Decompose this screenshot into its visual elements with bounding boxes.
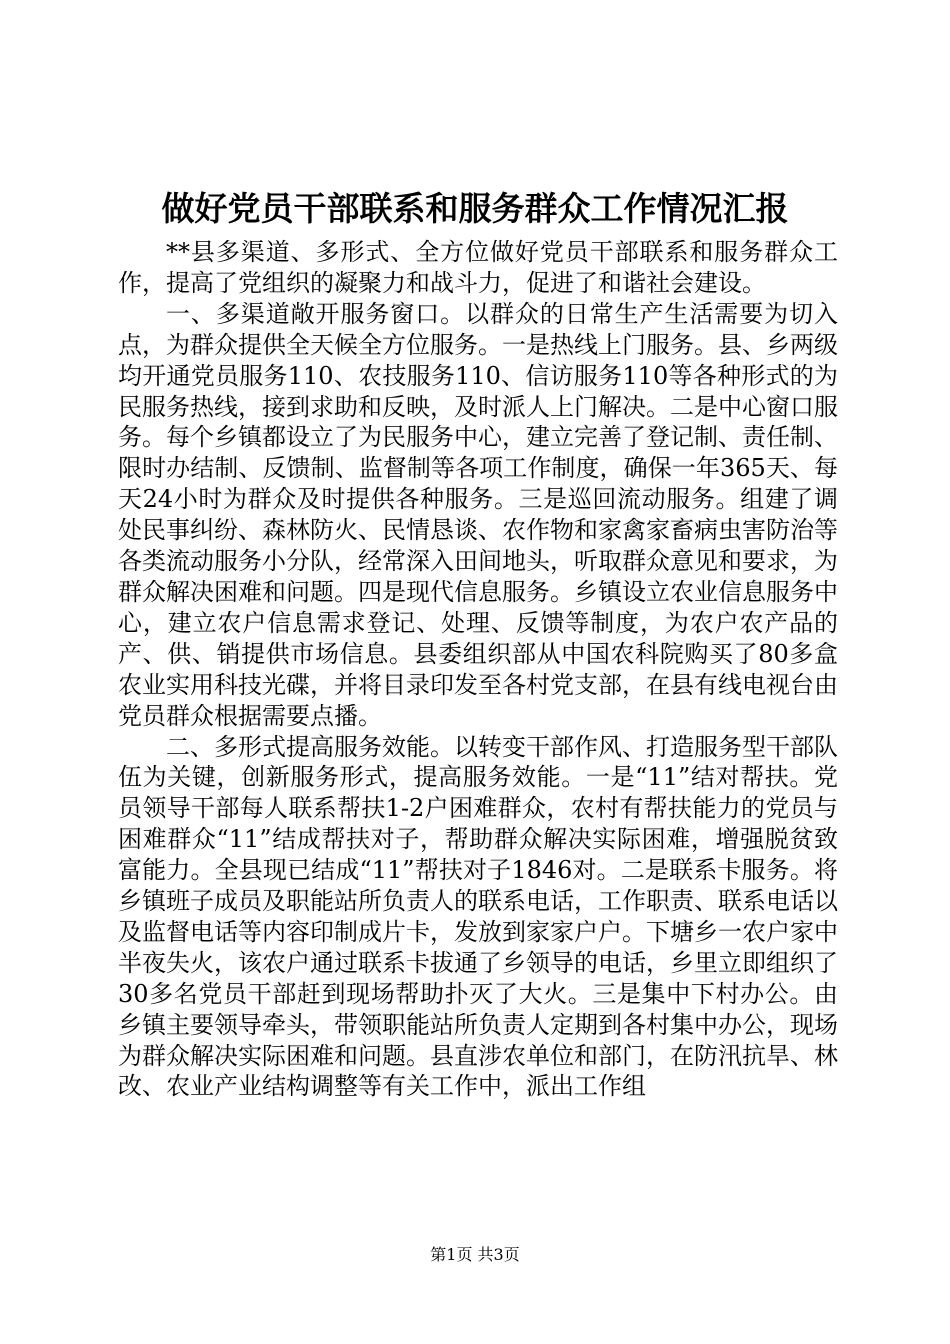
document-body	[118, 237, 838, 1102]
page-footer: 第1页 共3页	[430, 1245, 520, 1264]
paragraph-section-1: 一、多渠道敞开服务窗口。以群众的日常生产生活需要为切入点，为群众提供全天候全方位服务。一是热线上门服务。县、乡两级均开通党员服务110、农技服务110、信访服务110等各种形式的为民服务热线，接到求助和反映，及时派人上门解决。二是中心窗口服务。每个乡镇都设立了为民服务中心，建立完善了登记制、责任制、限时办结制、反馈制、监督制等各项工作制度，确保一年365天、每天24小时为群众及时提供各种服务。三是巡回流动服务。组建了调处民事纠纷、森林防火、民情恳谈、农作物和家禽家畜病虫害防治等各类流动服务小分队，经常深入田间地头，听取群众意见和要求，为群众解决困难和问题。四是现代信息服务。乡镇设立农业信息服务中心，建立农户信息需求登记、处理、反馈等制度，为农户农产品的产、供、销提供市场信息。县委组织部从中国农科院购买了80多盒农业实用科技光碟，并将目录印发至各村党支部，在县有线电视台由党员群众根据需要点播。	[118, 299, 838, 730]
document-title: 做好党员干部联系和服务群众工作情况汇报	[161, 189, 789, 228]
paragraph-intro: **县多渠道、多形式、全方位做好党员干部联系和服务群众工作，提高了党组织的凝聚力和战斗力，促进了和谐社会建设。	[118, 238, 838, 297]
paragraph-section-2: 二、多形式提高服务效能。以转变干部作风、打造服务型干部队伍为关键，创新服务形式，提高服务效能。一是“11”结对帮扶。党员领导干部每人联系帮扶1-2户困难群众，农村有帮扶能力的党员与困难群众“11”结成帮扶对子，帮助群众解决实际困难，增强脱贫致富能力。全县现已结成“11”帮扶对子1846对。二是联系卡服务。将乡镇班子成员及职能站所负责人的联系电话，工作职责、联系电话以及监督电话等内容印制成片卡，发放到家家户户。下塘乡一农户家中半夜失火，该农户通过联系卡拔通了乡领导的电话，乡里立即组织了30多名党员干部赶到现场帮助扑灭了大火。三是集中下村办公。由乡镇主要领导牵头，带领职能站所负责人定期到各村集中办公，现场为群众解决实际困难和问题。县直涉农单位和部门，在防汛抗旱、林改、农业产业结构调整等有关工作中，派出工作组	[118, 732, 838, 1101]
